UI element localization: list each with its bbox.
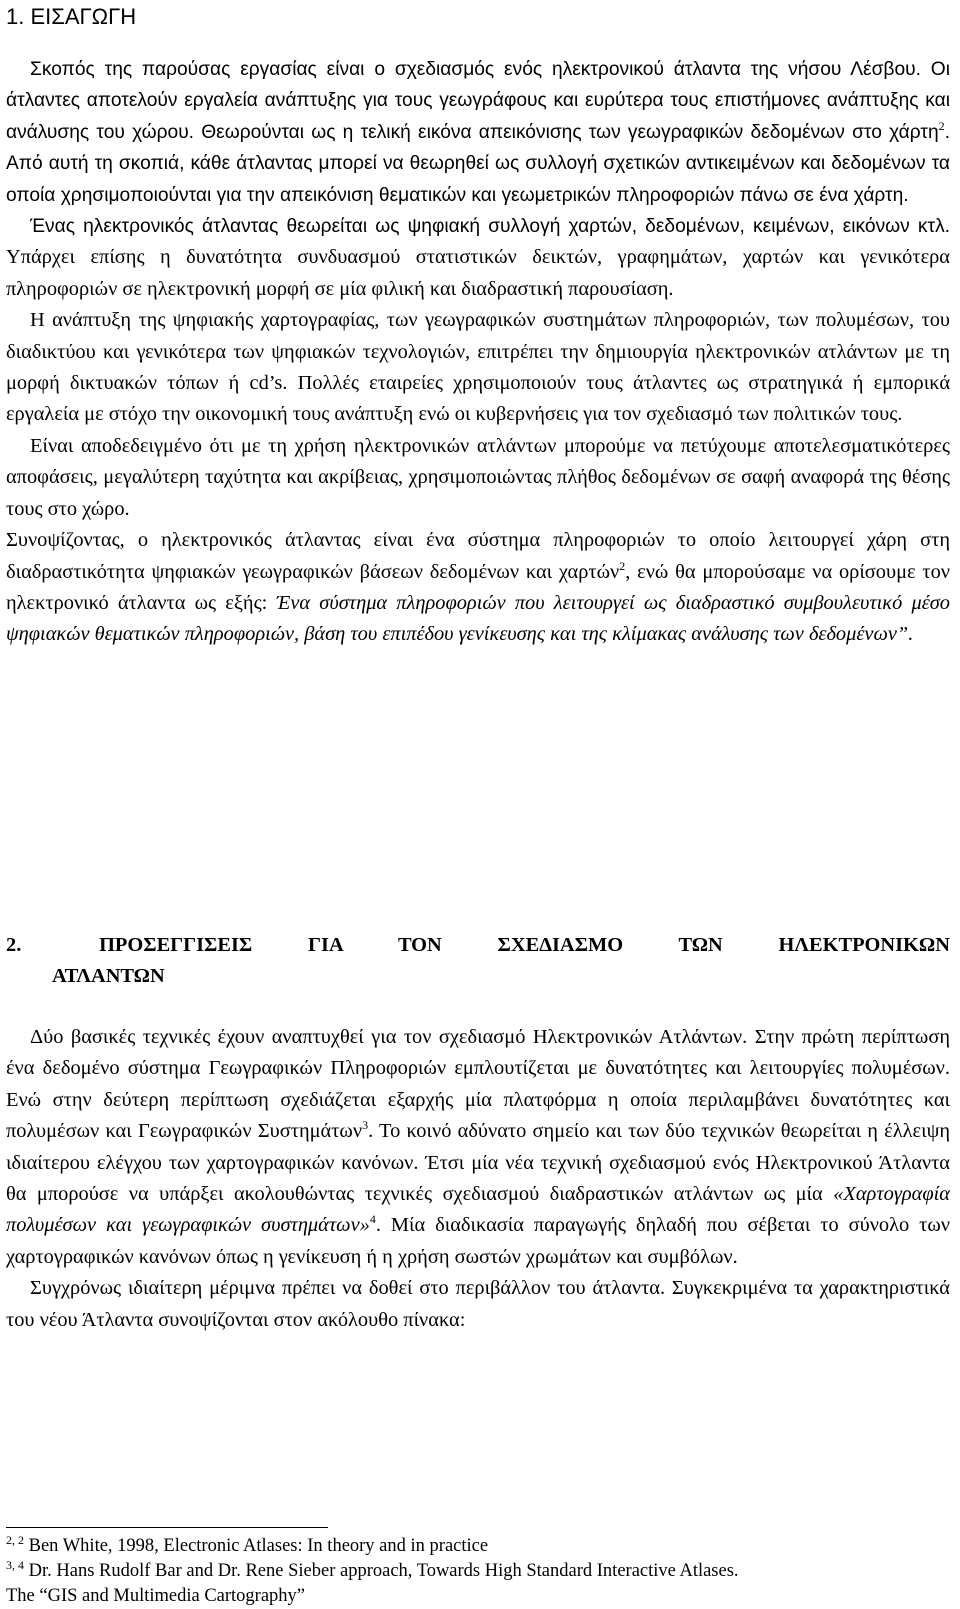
section-1-body bbox=[6, 54, 950, 651]
paragraph-text: Συνοψίζοντας, ο ηλεκτρονικός άτλαντας είναι ένα σύστημα πληροφοριών το οποίο λειτουργεί χάρη στη διαδραστικότητα ψηφιακών γεωγραφικών βάσεων δεδομένων και χαρτών bbox=[6, 529, 950, 583]
paragraph bbox=[6, 1022, 950, 1273]
paragraph-text: . Από αυτή τη σκοπιά, κάθε άτλαντας μπορεί να θεωρηθεί ως συλλογή σχετικών αντικειμένων και δεδομένων τα οποία χρησιμοποιούνται για την απεικόνιση θεματικών και γεωμετρικών πληροφοριών πάνω σε ένα χάρτη. bbox=[6, 121, 950, 206]
paragraph bbox=[6, 211, 950, 305]
footnote-reference: 2 bbox=[619, 558, 626, 573]
paragraph-text: Ένας ηλεκτρονικός άτλαντας θεωρείται ως ψηφιακή συλλογή χαρτών, δεδομένων, κειμένων, εικόνων κτλ. bbox=[30, 216, 950, 238]
paragraph-text: . Μία διαδικασία παραγωγής δηλαδή που σέβεται το σύνολο των χαρτογραφικών κανόνων όπως η γενίκευση ή η χρήση σωστών χρωμάτων και συμβόλων. bbox=[6, 1214, 950, 1268]
section-2-heading bbox=[6, 930, 950, 961]
paragraph-text: Δύο βασικές τεχνικές έχουν αναπτυχθεί για τον σχεδιασμό Ηλεκτρονικών Ατλάντων. Στην πρώτη περίπτωση ένα δεδομένο σύστημα Γεωγραφικών Πληροφοριών εμπλουτίζεται με δυνατότητες και λειτουργίες πολυμέσων. Ενώ στην δεύτερη περίπτωση σχεδιάζεται εξαρχής μία πλατφόρμα η οποία περιλαμβάνει δυνατότητες και πολυμέσων και Γεωγραφικών Συστημάτων bbox=[6, 1026, 950, 1143]
paragraph-text: . Το κοινό αδύνατο σημείο και των δύο τεχνικών θεωρείται η έλλειψη ιδιαίτερου ελέγχου των χαρτογραφικών κανόνων. Έτσι μία νέα τεχνική σχεδιασμού ενός Ηλεκτρονικού Άτλαντα θα μπορούσε να υπάρξει ακολουθώντας τεχνικές σχεδιασμού διαδραστικών ατλάντων ως μία bbox=[6, 1120, 950, 1206]
footnote-text: Ben White, 1998, Electronic Atlases: In theory and in practice bbox=[24, 1536, 489, 1556]
heading-word: ΤΩΝ bbox=[678, 934, 723, 956]
paragraph bbox=[6, 525, 950, 651]
footnote-marker: 2, 2 bbox=[6, 1532, 24, 1547]
paragraph-text: Η ανάπτυξη της ψηφιακής χαρτογραφίας, των γεωγραφικών συστημάτων πληροφοριών, των πολυμέσων, του διαδικτύου και γενικότερα των ψηφιακών τεχνολογιών, επιτρέπει την δημιουργία ηλεκτρονικών ατλάντων με τη μορφή δικτυακών τόπων ή cd’s. bbox=[6, 309, 950, 395]
heading-word: ΠΡΟΣΕΓΓΙΣΕΙΣ bbox=[99, 934, 253, 956]
footnote bbox=[6, 1534, 950, 1559]
paragraph-text: Πολλές εταιρείες χρησιμοποιούν τους άτλαντες ως στρατηγικά ή εμπορικά εργαλεία με στόχο την οικονομική τους ανάπτυξη ενώ οι κυβερνήσεις για τον σχεδιασμό των πολιτικών τους. bbox=[6, 372, 951, 426]
section-2-heading-line-2: ΑΤΛΑΝΤΩΝ bbox=[52, 965, 165, 987]
footnotes bbox=[6, 1534, 950, 1609]
footnote-text: Dr. Hans Rudolf Bar and Dr. Rene Sieber approach, Towards High Standard Interactive Atlases. bbox=[24, 1561, 739, 1581]
quoted-term-italic: «Χαρτογραφία πολυμέσων και γεωγραφικών συστημάτων» bbox=[6, 1183, 950, 1237]
paragraph-text: , ενώ θα μπορούσαμε να ορίσουμε τον ηλεκτρονικό άτλαντα ως εξής: bbox=[6, 560, 950, 614]
paragraph bbox=[6, 54, 950, 211]
paragraph-text: Υπάρχει επίσης η δυνατότητα συνδυασμού στατιστικών δεικτών, γραφημάτων, χαρτών και γενικότερα πληροφοριών σε ηλεκτρονική μορφή σε μία φιλική και διαδραστική παρουσίαση. bbox=[6, 246, 950, 300]
section-1-heading: 1. ΕΙΣΑΓΩΓΗ bbox=[6, 4, 137, 29]
heading-word: ΓΙΑ bbox=[308, 934, 343, 956]
definition-italic: Ένα σύστημα πληροφοριών που λειτουργεί ως διαδραστικό συμβουλευτικό μέσο ψηφιακών θεματικών πληροφοριών, βάση του επιπέδου γενίκευσης και της κλίμακας ανάλυσης των δεδομένων”. bbox=[6, 591, 950, 646]
heading-word: ΣΧΕΔΙΑΣΜΟ bbox=[497, 934, 624, 956]
footnote-reference: 3 bbox=[362, 1118, 369, 1133]
section-2-body bbox=[6, 1022, 950, 1336]
heading-word: ΤΟΝ bbox=[397, 934, 442, 956]
footnote-reference: 4 bbox=[369, 1212, 376, 1227]
paragraph-text: Σκοπός της παρούσας εργασίας είναι ο σχεδιασμός ενός ηλεκτρονικού άτλαντα της νήσου Λέσβου. Οι άτλαντες αποτελούν εργαλεία ανάπτυξης για τους γεωγράφους και ευρύτερα τους επιστήμονες ανάπτυξης και ανάλυσης του χώρου. Θεωρούνται ως η τελική εικόνα απεικόνισης των γεωγραφικών δεδομένων στο χάρτη bbox=[6, 59, 950, 143]
paragraph: Συγχρόνως ιδιαίτερη μέριμνα πρέπει να δοθεί στο περιβάλλον του άτλαντα. Συγκεκριμένα τα χαρακτηριστικά του νέου Άτλαντα συνοψίζονται στον ακόλουθο πίνακα: bbox=[6, 1277, 950, 1331]
footnote-marker: 3, 4 bbox=[6, 1557, 24, 1572]
footnote bbox=[6, 1559, 950, 1584]
footnote-reference: 2 bbox=[938, 119, 945, 134]
footnote-continuation: The “GIS and Multimedia Cartography” bbox=[6, 1586, 305, 1606]
footnote-separator bbox=[6, 1527, 328, 1528]
section-2-number: 2. bbox=[6, 934, 22, 956]
heading-word: ΗΛΕΚΤΡΟΝΙΚΩΝ bbox=[778, 934, 950, 956]
paragraph bbox=[6, 305, 950, 431]
paragraph: Είναι αποδεδειγμένο ότι με τη χρήση ηλεκτρονικών ατλάντων μπορούμε να πετύχουμε αποτελεσματικότερες αποφάσεις, μεγαλύτερη ταχύτητα και ακρίβειας, χρησιμοποιώντας πλήθος δεδομένων σε σαφή αναφορά της θέσης τους στο χώρο. bbox=[6, 434, 950, 520]
